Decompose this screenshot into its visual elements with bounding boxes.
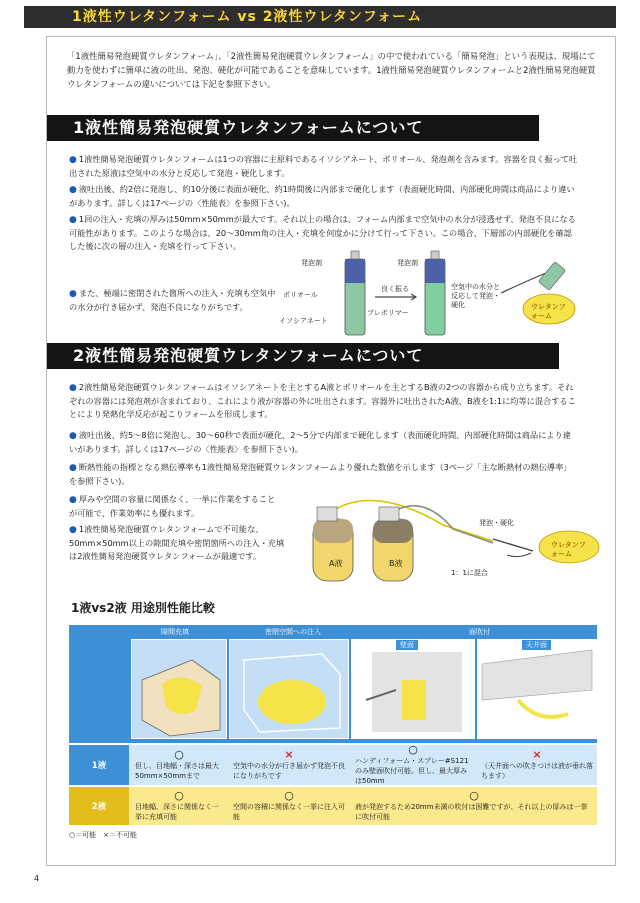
- row-label: 1液: [69, 745, 129, 785]
- bullet-dot-icon: ●: [69, 525, 77, 535]
- comparison-legend: ○＝可能 ×＝不可能: [69, 831, 137, 839]
- table-cell: ○ 目地幅、深さに関係なく一挙に充填可能: [131, 787, 227, 825]
- section1-title: 1液性簡易発泡硬質ウレタンフォームについて: [47, 115, 539, 141]
- mix-ratio-label: 1：1に混合: [451, 569, 488, 577]
- bullet-dot-icon: ●: [69, 289, 77, 299]
- comparison-header: [69, 625, 597, 743]
- two-component-illustration: [293, 489, 609, 589]
- table-row-2-component: [69, 787, 597, 825]
- section1-bullet: ● 1回の注入・充填の厚みは50mm×50mmが最大です。それ以上の場合は、フォーム内部まで空気中の水分が浸透せず、発泡不良になる可能性があります。このような場合は、20〜30mm角の注入・充填を何度かに分けて行って下さい。この場合、下層部の内部硬化を確認した後に次の層の注入・充填を行って下さい。: [69, 214, 576, 251]
- table-row-1-component: [69, 745, 597, 785]
- possible-mark: ○: [174, 748, 184, 761]
- col-gap-filling: 隙間充填: [161, 628, 189, 636]
- section2-bullet: ● 2液性簡易発泡硬質ウレタンフォームはイソシアネートを主とするA液とポリオールを主とするB液の2つの容器から成り立ちます。それぞれの容器には発泡剤が含まれており、これにより液が容器の外に吐出されます。容器外に吐出されたA液、B液を1:1に均等に混合することにより発熱化学反応が起こりフォームを形成します。: [69, 382, 576, 419]
- wall-sub-header: [351, 639, 475, 739]
- intro-text: 「1液性簡易発泡硬質ウレタンフォーム」、「2液性簡易発泡硬質ウレタンフォーム」の中で使われている「簡易発泡」という表現は、現場にて動力を使わずに簡単に液の吐出、発泡、硬化が可能であることを意味しています。1液性簡易発泡硬質ウレタンフォームと2液性簡易発泡硬質ウレタンフォームの違いについては下記を参照下さい。: [67, 51, 596, 89]
- tank-b-label: B液: [389, 559, 403, 568]
- subcol-wall: 壁面: [396, 640, 418, 650]
- urethane-foam-label: ウレタンフォーム: [531, 303, 566, 320]
- section1-bullet: ● また、極端に密閉された箇所への注入・充填も空気中の水分が行き届かず、発泡不良になりがちです。: [69, 288, 276, 312]
- page-title: 1液性ウレタンフォーム vs 2液性ウレタンフォーム: [24, 6, 616, 28]
- foam-cure-label: 発泡・硬化: [479, 519, 514, 527]
- content-frame: [46, 36, 616, 866]
- section2-bullet: ● 1液性簡易発泡硬質ウレタンフォームで不可能な、50mm×50mm以上の隙間充填や密閉箇所への注入・充填は2液性簡易発泡硬質ウレタンフォームが最適です。: [69, 524, 285, 561]
- impossible-mark: ×: [532, 748, 542, 761]
- table-cell: ○ 液が発泡するため20mm未満の吹付は困難ですが、それ以上の厚みは一挙に吹付可能: [351, 787, 597, 825]
- bullet-dot-icon: ●: [69, 463, 77, 473]
- section2-bullet: ● 液吐出後、約5〜8倍に発泡し、30〜60秒で表面が硬化、2〜5分で内部まで硬化します（表面硬化時間、内部硬化時間は商品により違いがあります。詳しくは17ページの〈性能表〉を参照下さい)。: [69, 430, 571, 454]
- section2-title: 2液性簡易発泡硬質ウレタンフォームについて: [47, 343, 559, 369]
- isocyanate-label: イソシアネート: [279, 317, 328, 325]
- gap-filling-image: [131, 639, 227, 739]
- page-number: 4: [34, 874, 40, 883]
- blowing-agent-label: 発泡剤: [301, 259, 322, 267]
- bullet-dot-icon: ●: [69, 215, 77, 225]
- spray-can-icon: [279, 243, 609, 339]
- bullet-dot-icon: ●: [69, 383, 77, 393]
- section2-bullet: ● 断熱性能の指標となる熱伝導率も1液性簡易発泡硬質ウレタンフォームより優れた数値を示します（3ページ「主な断熱材の熱伝導率」を参照下さい)。: [69, 462, 572, 486]
- reaction-label: 空気中の水分と反応して発泡・硬化: [451, 283, 500, 309]
- possible-mark: ○: [174, 789, 184, 802]
- row-label: 2液: [69, 787, 129, 825]
- bullet-dot-icon: ●: [69, 185, 77, 195]
- prepolymer-label: プレポリマー: [367, 309, 409, 317]
- table-cell: ○ 但し、目地幅・深さは最大50mm×50mmまで: [131, 745, 227, 785]
- possible-mark: ○: [284, 789, 294, 802]
- bullet-dot-icon: ●: [69, 495, 77, 505]
- tank-a-label: A液: [329, 559, 343, 568]
- urethane-foam-label: ウレタンフォーム: [551, 541, 586, 558]
- blowing-agent-label-2: 発泡剤: [397, 259, 418, 267]
- section1-bullet: ● 1液性簡易発泡硬質ウレタンフォームは1つの容器に主原料であるイソシアネート、ポリオール、発泡剤を含みます。容器を良く振って吐出された原液は空気中の水分と反応して発泡・硬化します。: [69, 154, 578, 178]
- enclosed-space-image: [229, 639, 349, 739]
- one-component-illustration: [279, 243, 609, 339]
- section2-bullet: ● 厚みや空間の容量に関係なく、一挙に作業をすることが可能で、作業効率にも優れます。: [69, 494, 276, 518]
- table-cell: × （天井面への吹きつけは液が垂れ落ちます）: [481, 748, 593, 780]
- shake-label: 良く振る: [381, 285, 409, 293]
- possible-mark: ○: [469, 789, 479, 802]
- comparison-title: 1液vs2液 用途別性能比較: [71, 601, 215, 615]
- bullet-dot-icon: ●: [69, 155, 77, 165]
- comparison-table: [69, 625, 597, 825]
- table-cell: ○ 空間の容積に関係なく一挙に注入可能: [233, 789, 345, 821]
- table-cell: ○ ハンディフォーム・スプレー#S121のみ壁面吹付可能。但し、最大厚みは50mm: [351, 745, 475, 785]
- bullet-dot-icon: ●: [69, 431, 77, 441]
- col-enclosed-injection: 密閉空間への注入: [265, 628, 321, 636]
- ceiling-sub-header: [477, 639, 597, 739]
- col-surface-spray: 面吹付: [469, 628, 490, 636]
- polyol-label: ポリオール: [283, 291, 318, 299]
- table-cell: × 空気中の水分が行き届かず発泡不良になりがちです: [233, 748, 345, 780]
- subcol-ceiling: 天井面: [522, 640, 551, 650]
- section1-bullet: ● 液吐出後、約2倍に発泡し、約10分後に表面が硬化、約1時間後に内部まで硬化します（表面硬化時間、内部硬化時間は商品により違いがあります。詳しくは17ページの〈性能表〉を参照下さい)。: [69, 184, 575, 208]
- possible-mark: ○: [408, 743, 418, 756]
- impossible-mark: ×: [284, 748, 294, 761]
